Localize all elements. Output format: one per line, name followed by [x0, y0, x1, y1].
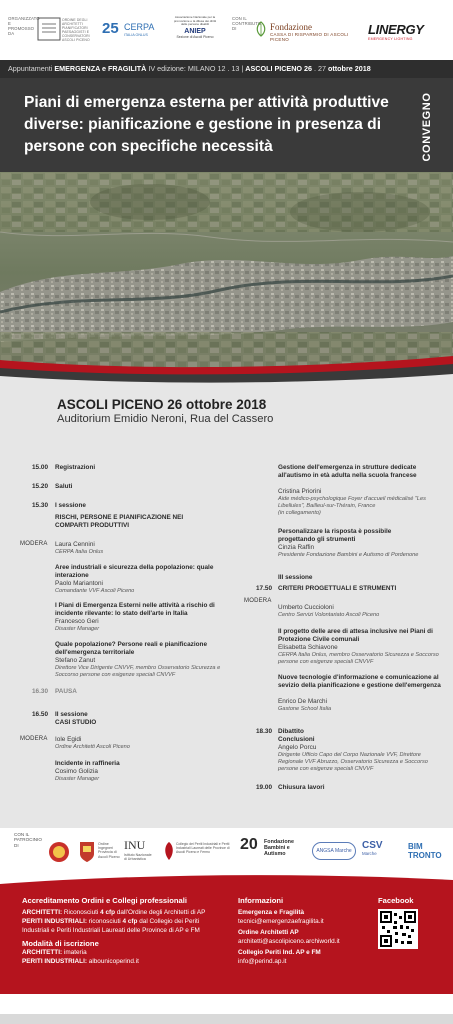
talk-6-title: Personalizzare la risposta è possibile progettando gli strumenti [278, 528, 392, 543]
time-1520: 15.20 [32, 483, 48, 490]
ordine-architetti-text: ORDINE DEGLI ARCHITETTI PIANIFICATORI PAESAGGISTI E CONSERVATORI ASCOLI PICENO [62, 18, 90, 42]
fondazione-logo [270, 22, 350, 42]
talk-2-org: Disaster Manager [55, 626, 100, 632]
facebook-title: Facebook [378, 896, 414, 905]
chiusura-lavori: Chiusura lavori [278, 784, 325, 791]
inu-sub: Istituto Nazionale di Urbanistica [124, 853, 152, 862]
info-3-email[interactable]: info@perind.ap.it [238, 958, 287, 965]
cerpa-name: CERPA [124, 22, 155, 32]
dibattito: Dibattito [278, 728, 304, 735]
session-3-label: III sessione [278, 574, 313, 581]
ordine-architetti-logo [36, 16, 62, 42]
session-1-title: RISCHI, PERSONE E PIANIFICAZIONE NEI COMPARTI PRODUTTIVI [55, 514, 184, 529]
fondazione-bambini-autismo-logo [240, 836, 300, 868]
info-1-label: Emergenza e Fragilità [238, 909, 305, 916]
time-1650: 16.50 [32, 711, 48, 718]
angsa-text: ANGSA Marche [316, 848, 352, 854]
session-3-title: CRITERI PROGETTUALI E STRUMENTI [278, 585, 397, 592]
talk-3-speaker: Stefano Zanut [55, 657, 96, 664]
iscrizione-title: Modalità di iscrizione [22, 939, 99, 948]
saluti: Saluti [55, 483, 73, 490]
appbar-sep: . 27 [312, 64, 328, 73]
linergy-logo [368, 22, 424, 41]
facebook-block [378, 896, 438, 949]
info-2-email[interactable]: architetti@ascolipiceno.archiworld.it [238, 938, 340, 945]
appuntamenti-bar [0, 60, 453, 78]
arch-tail: dall'Ordine degli Architetti di AP [115, 909, 206, 916]
registrazioni: Registrazioni [55, 464, 96, 471]
talk-7-speaker: Elisabetta Schiavone [278, 644, 338, 651]
per-label: PERITI INDUSTRIALI: [22, 918, 87, 925]
info-1-email[interactable]: tecnici@emergenzaefragilita.it [238, 918, 324, 925]
arch-cfp: 4 cfp [100, 909, 116, 916]
qr-code-icon[interactable] [378, 909, 418, 949]
aerial-photo [0, 172, 453, 374]
informazioni-block [238, 896, 368, 966]
talk-1-title: Aree industriali e sicurezza della popolazione: quale interazione [55, 564, 214, 579]
programme-right [230, 464, 453, 814]
time-1500: 15.00 [32, 464, 48, 471]
ordine-ingegneri: Ordine Ingegneri Provincia di Ascoli Piceno [98, 842, 120, 859]
convegno-text: CONVEGNO [421, 92, 433, 162]
fba-name: Fondazione Bambini e Autismo [264, 839, 294, 857]
pausa: PAUSA [55, 688, 77, 695]
cerpa-sub: ITALIA ONLUS [124, 33, 148, 37]
fondazione-sub: CASSA DI RISPARMIO DI ASCOLI PICENO [270, 32, 349, 42]
talk-2-speaker: Francesco Geri [55, 618, 99, 625]
per-text: riconosciuti [86, 918, 123, 925]
inu-name: INU [124, 838, 146, 852]
isc-per-label: PERITI INDUSTRIALI: [22, 958, 87, 965]
aniep-logo [172, 16, 218, 42]
session-2-title: CASI STUDIO [55, 719, 97, 726]
info-panel [0, 884, 453, 994]
programme-left [0, 464, 230, 814]
talk-5-speaker: Cristina Priorini [278, 488, 322, 495]
per-cfp: 4 cfp [122, 918, 138, 925]
talk-8-speaker: Enrico De Marchi [278, 698, 328, 705]
fba-number: 20 [240, 836, 258, 853]
talk-4-title: Incidente in raffineria [55, 760, 120, 767]
aniep-name: ANIEP [184, 27, 206, 35]
moderator-3-org: Centro Servizi Volontariato Ascoli Piceno [278, 612, 380, 618]
appbar-prefix: Appuntamenti [8, 64, 55, 73]
collegio-periti-text: Collegio dei Periti Industriali e Periti Industriali Laureati delle Province di Ascoli Piceno e Fermo [176, 842, 230, 854]
linergy-name: LINERGY [368, 22, 424, 37]
time-1900: 19.00 [256, 784, 272, 791]
talk-4-speaker: Cosimo Golizia [55, 768, 98, 775]
moderator-2-name: Iole Egidi [55, 736, 82, 743]
contributo-label: CON IL CONTRIBUTO DI [232, 16, 262, 31]
isc-arch-label: ARCHITETTI: [22, 949, 63, 956]
talk-1-speaker: Paolo Mariantoni [55, 580, 103, 587]
isc-per-link[interactable]: albounicoperind.it [86, 958, 139, 965]
session-2-label: II sessione [55, 711, 88, 718]
talk-4-org: Disaster Manager [55, 776, 100, 782]
csv-name: CSV [362, 840, 383, 851]
per-tail: dal Collegio dei Periti [137, 918, 200, 925]
time-1630: 16.30 [32, 688, 48, 695]
talk-5-title: Gestione dell'emergenza in strutture dedicate all'autismo in età adulta nella scuola francese [278, 464, 417, 479]
decorative-red-wave [0, 352, 453, 392]
info-2-label: Ordine Architetti AP [238, 929, 299, 936]
csv-logo [362, 840, 402, 856]
bim-text: BIM TRONTO [408, 842, 442, 860]
session-1-label: I sessione [55, 502, 86, 509]
conclusioni: Conclusioni [278, 736, 315, 743]
talk-5-org: Aide médico-psychologique Foyer d'accueil médicalisé "Les Libellules", Bailleul-sur-Thérain, France [278, 496, 426, 509]
time-1530: 15.30 [32, 502, 48, 509]
talk-7-org: CERPA Italia Onlus, membro Osservatorio Sicurezza e Soccorso persone con esigenze speciali CNVVF [278, 652, 439, 665]
appbar-date: ottobre 2018 [327, 64, 371, 73]
talk-8-title: Nuove tecnologie d'informazione e comunicazione al sevizio della pianificazione e gestione dell'emergenza [278, 674, 441, 689]
talk-7-title: Il progetto delle aree di attesa inclusive nei Piani di Protezione Civile comunali [278, 628, 433, 643]
moderator-1-name: Laura Cennini [55, 541, 95, 548]
event-venue: Auditorium Emidio Neroni, Rua del Cassero [57, 413, 274, 425]
conclusioni-org: Dirigente Ufficio Capo del Corpo Nazionale VVF, Direttore Regionale VVF Abruzzo, Osservatorio Sicurezza e Soccorso persone con esigenze speciali CNVVF [278, 752, 428, 772]
accreditamento-block [22, 896, 232, 966]
modera-label-2: MODERA [20, 736, 48, 742]
conclusioni-speaker: Angelo Porcu [278, 744, 317, 751]
arch-text: Riconosciuti [62, 909, 101, 916]
footer-strip [0, 1014, 453, 1024]
talk-8-org: Gastone School Italia [278, 706, 332, 712]
inu-logo [124, 838, 154, 861]
aniep-sub: Sezione di Ascoli Piceno [176, 34, 214, 39]
info-3-label: Collegio Periti Ind. AP e FM [238, 949, 321, 956]
logo-bar [0, 0, 453, 58]
appbar-city: ASCOLI PICENO 26 [245, 64, 312, 73]
aniep-note: Associazione Nazionale per la promozione e la difesa dei diritti delle persone disabili [173, 15, 217, 27]
appbar-highlight: EMERGENZA e FRAGILITÀ [54, 64, 147, 73]
appbar-middle: IV edizione: MILANO 12 . 13 | [146, 64, 246, 73]
moderator-3-name: Umberto Cuccioloni [278, 604, 334, 611]
talk-6-speaker: Cinzia Raffin [278, 544, 315, 551]
moderator-2-org: Ordine Architetti Ascoli Piceno [55, 744, 130, 750]
talk-1-org: Comandante VVF Ascoli Piceno [55, 588, 135, 594]
organizzato-label: ORGANIZZATO E PROMOSSO DA [8, 16, 40, 36]
page-title: Piani di emergenza esterna per attività produttive diverse: pianificazione e gestione in presenza di persone con specifiche necessità [24, 94, 389, 155]
talk-3-org: Direttore Vice Dirigente CNVVF, membro Osservatorio Sicurezza e Soccorso persone con esigenze speciali CNVVF [55, 665, 221, 678]
time-1750: 17.50 [256, 585, 272, 592]
talk-6-org: Presidente Fondazione Bambini e Autismo di Pordenone [278, 552, 419, 558]
event-title: ASCOLI PICENO 26 ottobre 2018 [57, 397, 267, 412]
talk-2-title: I Piani di Emergenza Esterni nelle attività a rischio di incidente rilevante: lo stato dell'arte in Italia [55, 602, 215, 617]
per-line2: Industriali e Periti Industriali Laureati delle Province di AP e FM [22, 927, 200, 934]
modera-label-3: MODERA [244, 598, 272, 604]
convegno-label [413, 94, 441, 160]
patrocinio-band [0, 828, 453, 876]
angsa-logo [312, 842, 356, 860]
modera-label-1: MODERA [20, 541, 48, 547]
talk-5-note: (in collegamento) [278, 510, 321, 516]
informazioni-title: Informazioni [238, 896, 284, 905]
comune-ascoli-logo [48, 840, 70, 864]
isc-arch-link[interactable]: imateria [62, 949, 87, 956]
cerpa-logo [102, 20, 162, 40]
fondazione-leaf-icon [254, 20, 268, 38]
accreditamento-title: Accreditamento Ordini e Collegi professionali [22, 896, 187, 905]
linergy-sub: EMERGENCY LIGHTING [368, 37, 413, 41]
ordine-architetti-ap-logo [78, 840, 96, 864]
talk-3-title: Quale popolazione? Persone reali e pianificazione dell'emergenza territoriale [55, 641, 207, 656]
moderator-1-org: CERPA Italia Onlus [55, 549, 104, 555]
csv-sub: Marche [362, 851, 377, 856]
bim-tronto-logo [408, 842, 442, 860]
fondazione-name: Fondazione [270, 22, 312, 32]
collegio-periti-logo [162, 840, 176, 862]
cerpa-number: 25 [102, 20, 119, 37]
time-1830: 18.30 [256, 728, 272, 735]
patrocinio-label: CON IL PATROCINIO DI [14, 832, 42, 848]
arch-label: ARCHITETTI: [22, 909, 63, 916]
